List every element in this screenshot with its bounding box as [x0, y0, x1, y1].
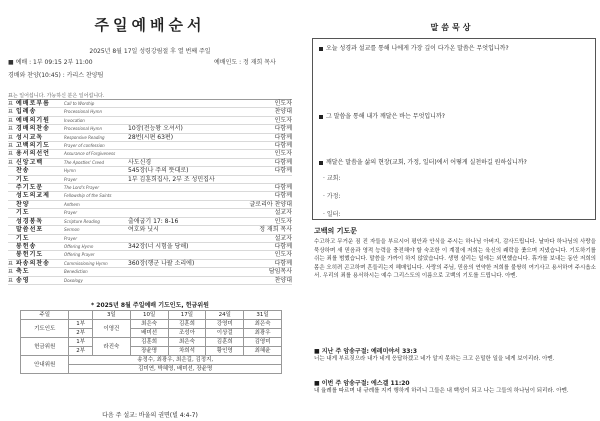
order-item-english: Responsive Reading	[64, 134, 105, 140]
duty-row	[21, 338, 282, 347]
order-item-name: 경배의찬송	[16, 125, 50, 133]
page-title: 주일예배순서	[94, 16, 206, 34]
order-item-leader: 다함께	[274, 125, 292, 133]
meditation-title: 말씀묵상	[430, 23, 474, 32]
offering-label: 헌금위원	[21, 338, 69, 356]
order-item-name: 신앙고백	[16, 158, 44, 166]
order-item-english: Invocation	[64, 117, 85, 123]
duty-cell: 최은숙	[168, 338, 206, 347]
duty-cell: 차희석	[168, 347, 206, 356]
usher-label: 안내위원	[21, 356, 69, 374]
square-bullet-icon	[319, 47, 323, 51]
order-item-english: Prayer of confession	[64, 143, 105, 149]
order-row	[8, 108, 292, 116]
order-item-english: The Lord's Prayer	[64, 185, 100, 191]
order-item-english: Anthem	[64, 201, 80, 207]
order-item-leader: 다함께	[274, 133, 292, 141]
order-item-english: Processional Hymn	[64, 126, 103, 132]
order-item-leader: 다함께	[274, 242, 292, 250]
order-item-leader: 인도자	[274, 217, 292, 225]
standing-mark: 표	[8, 159, 13, 166]
order-item-content: 사도신경	[128, 158, 152, 166]
standing-mark: 표	[8, 117, 13, 124]
order-item-name: 기도	[16, 234, 30, 242]
order-list	[8, 100, 292, 285]
prayer-leader: 이영건	[92, 320, 130, 338]
order-item-content: 출애굽기 17: 8-16	[128, 217, 179, 225]
offering-leader: 라진숙	[92, 338, 130, 356]
duty-header-cell: 10일	[130, 311, 168, 320]
duty-cell: 2부	[69, 329, 93, 338]
order-row	[8, 125, 292, 133]
this-week-verse-text: 내 율례를 따르며 내 규례를 지켜 행하게 하리니 그들은 내 백성이 되고 나는 그들의 하나님이 되리라. 아멘.	[314, 388, 569, 394]
prayer-label: 기도인도	[21, 320, 69, 338]
standing-mark: 표	[8, 143, 13, 150]
order-item-name: 기도	[16, 209, 30, 217]
confession-text: 수고하고 무거운 짐 진 자들을 부르시어 평안과 안식을 주시는 하나님 아버지, 감사드립니다. 날마다 하나님의 사랑을 묵상하며 새 믿음과 영적 능력을 충전해야 할 숙조한 이 계절에 저희는 육신의 쾌락을 좇으며 지냈습니다. 기도하기를 쉬는 죄를 범했습니다. 말씀을 가까이 하지 않았습니다. 생명 살리는 일에는 외면했습니다. 휴가를 보내는 동안 저희의 몸은 오히려 곤고하며 흔들리는지 헤매입니다. 사랑의 주님, 믿음의 연약한 저희를 불쌍히 여기사고 용서하여 주시옵소서. 우리의 죄를 용서하시는 예수 그리스도의 이름으로 고백의 기도를 드립니다. 아멘.	[314, 239, 596, 279]
order-item-english: Prayer	[64, 210, 77, 216]
order-item-content: 1부 김훈희집사, 2부 조 성민집사	[128, 175, 215, 183]
standing-mark: 표	[8, 260, 13, 267]
service-leader: 예배인도 : 정 재희 목사	[214, 59, 276, 66]
order-item-name: 봉헌기도	[16, 251, 44, 259]
usher-names: 김미연, 박혜영, 배미선, 장윤명	[69, 365, 282, 374]
order-item-leader: 찬양대	[274, 108, 292, 116]
order-row	[8, 235, 292, 243]
order-item-leader: 글로리아 찬양대	[249, 200, 292, 208]
meditation-panel	[306, 0, 598, 421]
order-item-leader: 다함께	[274, 192, 292, 200]
duty-cell: 최은숙	[130, 320, 168, 329]
duty-row	[21, 356, 282, 365]
home-label: · 가정:	[323, 193, 341, 200]
question-2	[319, 113, 445, 121]
order-row	[8, 176, 292, 184]
order-item-name: 기도	[16, 175, 30, 183]
order-item-english: Offering Hymn	[64, 243, 94, 249]
order-item-name: 성시교독	[16, 133, 44, 141]
order-item-leader: 인도자	[274, 150, 292, 158]
duty-cell: 김영미	[244, 338, 282, 347]
standing-mark: 표	[8, 269, 13, 276]
duty-header-cell: 주일	[21, 311, 69, 320]
work-label: · 일터:	[323, 211, 341, 218]
duty-cell: 1부	[69, 320, 93, 329]
order-of-worship-panel	[4, 0, 296, 421]
square-bullet-icon	[319, 115, 323, 119]
order-item-leader: 인도자	[274, 251, 292, 259]
order-row	[8, 100, 292, 108]
order-item-leader: 정 재희 목사	[259, 226, 292, 234]
usher-names: 송정수, 최광우, 최은길, 김정지,	[69, 356, 282, 365]
order-item-english: Call to Worship	[64, 101, 95, 106]
order-item-english: Assurance of Forgiveness	[64, 151, 116, 157]
order-item-content: 360장(행군 나팔 소리에)	[128, 259, 195, 267]
duty-cell: 김훈희	[206, 338, 244, 347]
order-row	[8, 117, 292, 125]
duty-header-cell: 17일	[168, 311, 206, 320]
order-item-name: 주기도문	[16, 184, 44, 192]
service-time: ■ 예배 : 1부 09:15 2부 11:00	[8, 59, 93, 66]
order-item-english: Prayer	[64, 235, 77, 241]
order-item-name: 성경봉독	[16, 217, 44, 225]
order-row	[8, 192, 292, 200]
order-item-name: 찬송	[16, 167, 30, 175]
duty-cell: 강영미	[206, 320, 244, 329]
standing-mark: 표	[8, 134, 13, 141]
duty-table	[20, 310, 282, 374]
order-item-english: Scripture Reading	[64, 218, 100, 224]
order-row	[8, 134, 292, 142]
duty-header-cell: 24일	[206, 311, 244, 320]
order-item-leader: 인도자	[274, 116, 292, 124]
order-item-name: 봉헌송	[16, 242, 37, 250]
order-item-name: 찬양	[16, 200, 30, 208]
church-label: · 교회:	[323, 175, 341, 182]
order-item-content: 342장(너 시험을 당해)	[128, 242, 189, 250]
duty-header-cell	[69, 311, 93, 320]
standing-note: 표는 일어섭니다. 가능하신 분은 일어섭니다.	[8, 93, 105, 99]
order-row	[8, 184, 292, 192]
last-week-verse-heading: ■ 지난 주 암송구절: 예레미야서 33:3	[314, 348, 417, 355]
order-row	[8, 260, 292, 268]
duty-cell: 김훈희	[168, 320, 206, 329]
order-row	[8, 167, 292, 175]
order-item-name: 말씀선포	[16, 226, 44, 234]
order-item-leader: 담임목사	[268, 268, 292, 276]
order-item-name: 파송의찬송	[16, 259, 50, 267]
duty-cell: 최은숙	[244, 320, 282, 329]
next-sermon: 다음 주 설교: 바울의 권면(빌 4:4-7)	[102, 412, 198, 419]
duty-cell: 최광우	[244, 329, 282, 338]
order-row	[8, 209, 292, 217]
order-item-english: Offering Prayer	[64, 252, 95, 258]
order-item-name: 성도의교제	[16, 192, 50, 200]
square-bullet-icon	[319, 161, 323, 165]
order-row	[8, 159, 292, 167]
question-text: 깨달은 말씀을 삶의 현장(교회, 가정, 일터)에서 어떻게 실천하길 원하십니까?	[326, 159, 527, 166]
order-item-leader: 다함께	[274, 167, 292, 175]
duty-cell: 1부	[69, 338, 93, 347]
order-item-leader: 설교자	[274, 209, 292, 217]
order-item-content: 28번(시편 63편)	[128, 133, 174, 141]
order-row	[8, 268, 292, 276]
order-row	[8, 201, 292, 209]
order-item-leader: 인도자	[274, 100, 292, 107]
duty-cell: 배미선	[130, 329, 168, 338]
this-week-verse-heading: ■ 이번 주 암송구절: 에스겔 11:20	[314, 380, 410, 387]
order-row	[8, 142, 292, 150]
order-item-name: 입례송	[16, 108, 37, 116]
order-item-english: Hymn	[64, 168, 76, 174]
order-item-english: Prayer	[64, 176, 77, 182]
order-item-leader: 다함께	[274, 259, 292, 267]
standing-mark: 표	[8, 151, 13, 158]
order-item-english: Doxology	[64, 277, 83, 283]
order-item-leader: 다함께	[274, 158, 292, 166]
question-text: 그 말씀을 통해 내가 깨달은 바는 무엇입니까?	[326, 113, 445, 120]
duty-header-cell: 3일	[92, 311, 130, 320]
order-item-name: 축도	[16, 268, 30, 276]
question-3	[319, 159, 527, 167]
order-item-name: 예배의기원	[16, 116, 50, 124]
order-item-content: 여호와 닛시	[128, 226, 159, 234]
standing-mark: 표	[8, 126, 13, 133]
order-item-content: 545장(나 주의 뜻대로)	[128, 167, 189, 175]
duty-cell: 최혜윤	[244, 347, 282, 356]
duty-cell: 이상걸	[206, 329, 244, 338]
duty-header-cell: 31일	[244, 311, 282, 320]
order-row	[8, 218, 292, 226]
date-line: 2025년 8월 17일 성령강림절 후 열 번째 주일	[89, 48, 211, 55]
standing-mark: 표	[8, 101, 13, 107]
duty-cell: 김훈희	[130, 338, 168, 347]
duty-row	[21, 320, 282, 329]
order-item-english: Fellowship of the Saints	[64, 193, 112, 199]
order-item-english: The Apostles' Creed	[64, 159, 105, 165]
order-row	[8, 277, 292, 285]
order-row	[8, 251, 292, 259]
duty-cell: 조성아	[168, 329, 206, 338]
order-item-name: 예배로부름	[16, 100, 50, 107]
last-week-verse-text: 너는 내게 부르짖으라 내가 네게 응답하겠고 네가 알지 못하는 크고 은밀한 일을 네게 보이리라. 아멘.	[314, 356, 555, 362]
order-item-english: Commissioning Hymn	[64, 260, 108, 266]
order-row	[8, 226, 292, 234]
meditation-box	[312, 38, 596, 220]
praise-time: 경배와 찬양(10:45) : 카리스 찬양팀	[8, 72, 104, 79]
order-row	[8, 150, 292, 158]
order-item-name: 용서의선언	[16, 150, 50, 158]
order-row	[8, 243, 292, 251]
order-item-leader: 찬양대	[274, 276, 292, 284]
duty-header-row	[21, 311, 282, 320]
order-item-english: Processional Hymn	[64, 109, 103, 115]
order-item-english: Sermon	[64, 227, 80, 233]
duty-cell: 장윤명	[130, 347, 168, 356]
duty-cell: 황인영	[206, 347, 244, 356]
order-item-content: 10장(전능왕 오셔서)	[128, 125, 183, 133]
order-item-leader: 다함께	[274, 142, 292, 150]
standing-mark: 표	[8, 109, 13, 116]
order-item-english: Benediction	[64, 269, 88, 275]
duty-cell: 2부	[69, 347, 93, 356]
question-1	[319, 45, 509, 53]
duty-title: * 2025년 8월 주일예배 기도인도, 헌금위원	[91, 302, 209, 309]
order-item-name: 고백의기도	[16, 142, 50, 150]
order-item-name: 송영	[16, 276, 30, 284]
order-item-leader: 다함께	[274, 184, 292, 192]
standing-mark: 표	[8, 277, 13, 284]
confession-heading: 고백의 기도문	[314, 227, 358, 235]
question-text: 오늘 성경과 설교를 통해 나에게 가장 깊이 다가온 말씀은 무엇입니까?	[326, 45, 509, 52]
order-item-leader: 설교자	[274, 234, 292, 242]
